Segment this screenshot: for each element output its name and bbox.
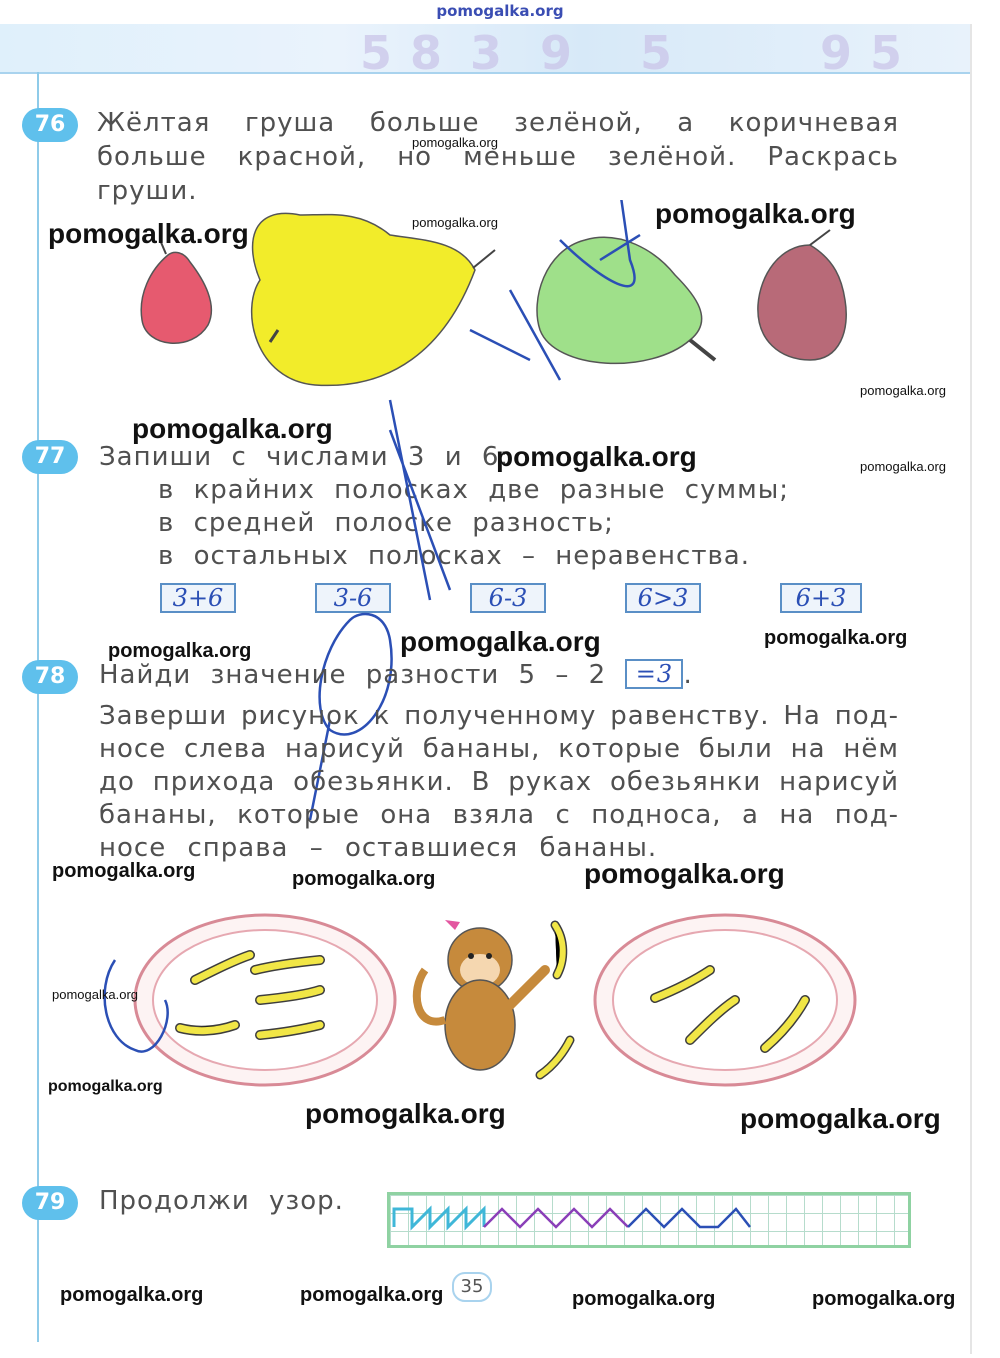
word: равенству. xyxy=(610,701,770,731)
word: больше xyxy=(369,108,480,138)
watermark-text: pomogalka.org xyxy=(740,1103,941,1134)
word: на xyxy=(779,800,815,830)
task-76-line-1 xyxy=(97,106,899,140)
word: В xyxy=(471,767,491,797)
word: она xyxy=(380,800,433,830)
task-78-line-4 xyxy=(99,765,899,799)
yellow-pear-icon xyxy=(252,213,495,385)
right-tray-icon xyxy=(595,915,855,1085)
word: Жёлтая xyxy=(97,108,211,138)
word: обезьянки xyxy=(610,767,762,797)
watermark-text: pomogalka.org xyxy=(300,1284,444,1306)
banner-decoration: 5 xyxy=(870,26,903,80)
brown-pear-icon xyxy=(758,230,846,360)
word: которые xyxy=(237,800,360,830)
watermark-text: pomogalka.org xyxy=(52,987,138,1002)
word: а xyxy=(677,108,695,138)
task-77-line-2: в крайних полосках две разные суммы; xyxy=(158,475,789,505)
period: . xyxy=(683,660,693,690)
word: с xyxy=(555,800,571,830)
banner-decoration: 3 xyxy=(470,26,503,80)
word: меньше xyxy=(463,142,577,172)
watermark-text: pomogalka.org xyxy=(860,383,946,398)
task-78-line-6: носе справа – оставшиеся бананы. xyxy=(99,833,658,863)
task-78-line-5 xyxy=(99,798,899,832)
task-77-line-4: в остальных полосках – неравенства. xyxy=(158,541,750,571)
left-tray-icon xyxy=(105,915,395,1085)
word: груша xyxy=(244,108,336,138)
trays-illustration xyxy=(95,900,875,1110)
banner-decoration: 8 xyxy=(410,26,443,80)
watermark-text: pomogalka.org xyxy=(132,413,333,444)
difference-answer-box[interactable]: =3 xyxy=(625,659,683,689)
zigzag-pattern xyxy=(390,1195,760,1245)
word: больше xyxy=(97,142,207,172)
site-url[interactable]: pomogalka.org xyxy=(436,2,564,20)
page-margin-line xyxy=(37,72,39,1342)
word: до xyxy=(99,767,135,797)
word: под- xyxy=(834,800,900,830)
word: Раскрась xyxy=(767,142,900,172)
watermark-text: pomogalka.org xyxy=(48,1078,163,1095)
watermark-text: pomogalka.org xyxy=(496,441,697,472)
red-pear-icon xyxy=(141,240,211,343)
word: обезьянки. xyxy=(293,767,454,797)
watermark-text: pomogalka.org xyxy=(305,1098,506,1129)
banner-decoration: 9 xyxy=(820,26,853,80)
word: коричневая xyxy=(728,108,900,138)
word: на xyxy=(790,734,826,764)
task-79-badge: 79 xyxy=(22,1186,78,1220)
watermark-text: pomogalka.org xyxy=(412,135,498,150)
task-76-badge: 76 xyxy=(22,108,78,142)
task-78-badge: 78 xyxy=(22,660,78,694)
answer-strip-1[interactable]: 3+6 xyxy=(160,583,236,613)
task-78-line-1 xyxy=(99,658,693,692)
word: рисунок xyxy=(241,701,360,731)
watermark-text: pomogalka.org xyxy=(812,1288,956,1310)
word: полученному xyxy=(404,701,597,731)
answer-strip-5[interactable]: 6+3 xyxy=(780,583,862,613)
word: Заверши xyxy=(99,701,228,731)
word: были xyxy=(698,734,773,764)
word: но xyxy=(397,142,433,172)
watermark-text: pomogalka.org xyxy=(584,858,785,889)
word: которые xyxy=(558,734,681,764)
watermark-text: pomogalka.org xyxy=(292,868,436,890)
task-77-badge: 77 xyxy=(22,440,78,474)
task-77-line-3: в средней полоске разность; xyxy=(158,508,614,538)
word: а xyxy=(741,800,759,830)
word: нарисуй xyxy=(285,734,405,764)
word: нём xyxy=(843,734,900,764)
green-pear-icon xyxy=(537,237,715,363)
task-79-text: Продолжи узор. xyxy=(99,1186,344,1216)
watermark-text: pomogalka.org xyxy=(412,215,498,230)
word: зелёной, xyxy=(514,108,643,138)
word: слева xyxy=(184,734,268,764)
watermark-text: pomogalka.org xyxy=(572,1288,716,1310)
answer-strip-3[interactable]: 6-3 xyxy=(470,583,546,613)
task-76-line-3: груши. xyxy=(97,176,198,206)
word: носе xyxy=(99,734,167,764)
word: нарисуй xyxy=(779,767,900,797)
task-78-line-2 xyxy=(99,699,899,733)
answer-strip-2[interactable]: 3-6 xyxy=(315,583,391,613)
banner-decoration: 5 xyxy=(360,26,393,80)
word: подноса, xyxy=(591,800,722,830)
word: к xyxy=(373,701,391,731)
answer-strip-4[interactable]: 6>3 xyxy=(625,583,701,613)
watermark-text: pomogalka.org xyxy=(764,627,908,649)
monkey-icon xyxy=(417,920,570,1075)
task-76-line-2 xyxy=(97,140,899,174)
word: бананы, xyxy=(422,734,541,764)
watermark-text: pomogalka.org xyxy=(52,860,196,882)
watermark-text: pomogalka.org xyxy=(60,1284,204,1306)
task-78-line-3 xyxy=(99,732,899,766)
word: На xyxy=(783,701,821,731)
word: взяла xyxy=(452,800,535,830)
watermark-text: pomogalka.org xyxy=(860,459,946,474)
decorative-banner xyxy=(0,24,970,80)
watermark-text: pomogalka.org xyxy=(400,626,601,657)
watermark-text: pomogalka.org xyxy=(108,640,252,662)
task-78-question: Найди значение разности 5 – 2 xyxy=(99,660,607,690)
word: зелёной. xyxy=(607,142,737,172)
page-number: 35 xyxy=(452,1272,492,1302)
word: бананы, xyxy=(99,800,217,830)
word: под- xyxy=(834,701,899,731)
task-77-line-1: Запиши с числами 3 и 6: xyxy=(99,442,510,472)
banner-decoration: 5 xyxy=(640,26,673,80)
word: прихода xyxy=(152,767,276,797)
watermark-text: pomogalka.org xyxy=(48,218,249,249)
banner-decoration: 9 xyxy=(540,26,573,80)
page-edge xyxy=(970,24,972,1354)
word: руках xyxy=(508,767,593,797)
word: красной, xyxy=(237,142,367,172)
watermark-text: pomogalka.org xyxy=(655,198,856,229)
